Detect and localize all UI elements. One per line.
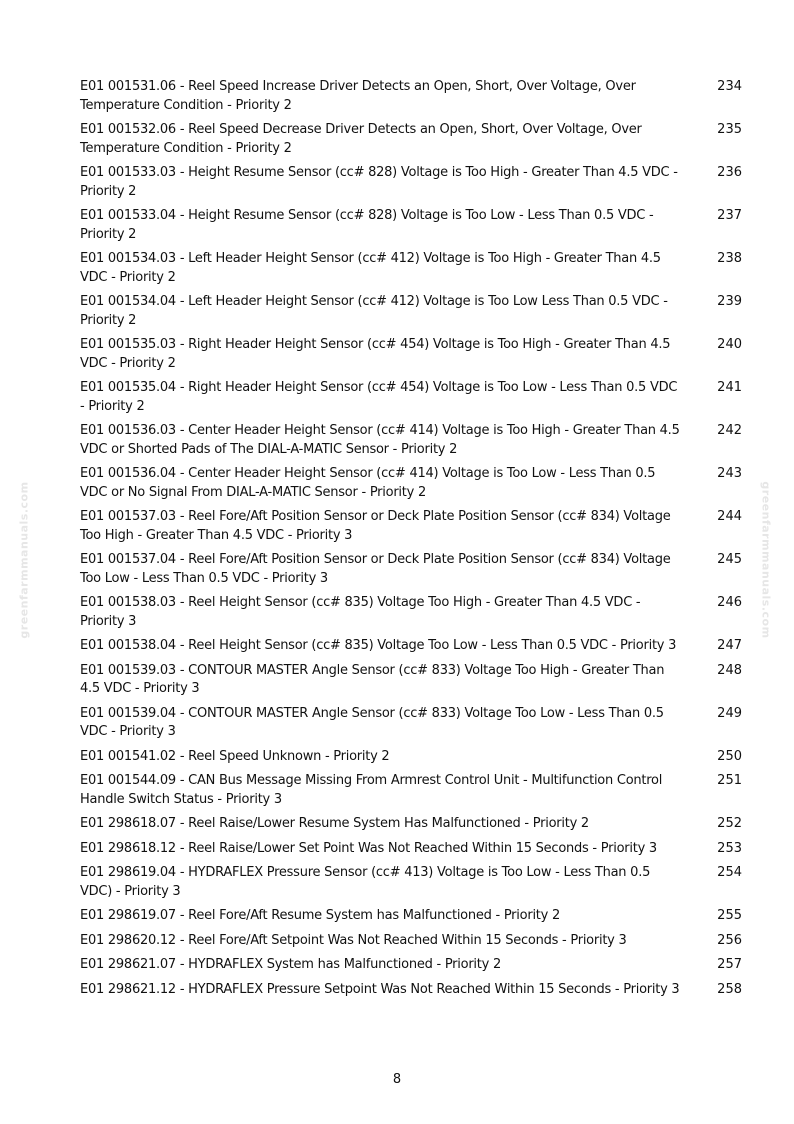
toc-entry[interactable] xyxy=(80,840,742,859)
toc-entry-page[interactable]: 243 xyxy=(717,466,742,481)
toc-entry-page[interactable]: 251 xyxy=(717,773,742,788)
toc-entry-title[interactable]: E01 001541.02 - Reel Speed Unknown - Priority 2 xyxy=(80,748,390,764)
toc-entry-title[interactable]: E01 001536.03 - Center Header Height Sensor (cc# 414) Voltage is Too High - Greater Than 4.5 VDC or Shorted Pads of The DIAL-A-MATIC Sensor - Priority 2 xyxy=(80,423,680,457)
toc-entry[interactable] xyxy=(80,164,742,201)
toc-entry-page[interactable]: 250 xyxy=(717,748,742,764)
toc-entry-title[interactable]: E01 001538.04 - Reel Height Sensor (cc# 835) Voltage Too Low - Less Than 0.5 VDC - Priority 3 xyxy=(80,638,677,653)
toc-entry-title[interactable]: E01 298618.12 - Reel Raise/Lower Set Point Was Not Reached Within 15 Seconds - Priority 3 xyxy=(80,840,657,856)
toc-entry-title[interactable]: E01 001535.04 - Right Header Height Sensor (cc# 454) Voltage is Too Low - Less Than 0.5 VDC - Priority 2 xyxy=(80,380,678,414)
toc-entry-page[interactable]: 248 xyxy=(717,662,742,678)
toc-entry-page[interactable]: 245 xyxy=(717,552,742,567)
toc-entry[interactable] xyxy=(80,662,742,699)
toc-entry-page[interactable]: 254 xyxy=(717,865,742,880)
toc-entry[interactable] xyxy=(80,748,742,767)
toc-entry[interactable] xyxy=(80,422,742,459)
toc-entry-page[interactable]: 237 xyxy=(717,208,742,223)
toc-entry-page[interactable]: 242 xyxy=(717,423,742,438)
toc-entry-page[interactable]: 253 xyxy=(717,840,742,856)
toc-entry-page[interactable]: 239 xyxy=(717,294,742,309)
toc-entry-title[interactable]: E01 298621.12 - HYDRAFLEX Pressure Setpoint Was Not Reached Within 15 Seconds - Priority 3 xyxy=(80,981,680,997)
toc-entry-title[interactable]: E01 298620.12 - Reel Fore/Aft Setpoint Was Not Reached Within 15 Seconds - Priority 3 xyxy=(80,932,627,948)
toc-entry[interactable] xyxy=(80,336,742,373)
toc-entry-title[interactable]: E01 001544.09 - CAN Bus Message Missing From Armrest Control Unit - Multifunction Control Handle Switch Status - Priority 3 xyxy=(80,773,663,807)
table-of-contents xyxy=(80,78,742,1005)
toc-entry-page[interactable]: 244 xyxy=(717,509,742,524)
toc-entry-page[interactable]: 234 xyxy=(717,79,742,94)
toc-entry[interactable] xyxy=(80,78,742,115)
toc-entry-page[interactable]: 236 xyxy=(717,165,742,180)
watermark-right: greenfarmmanuals.com xyxy=(759,481,773,639)
toc-entry[interactable] xyxy=(80,293,742,330)
toc-entry-page[interactable]: 255 xyxy=(717,908,742,923)
toc-entry-page[interactable]: 252 xyxy=(717,816,742,831)
toc-entry-title[interactable]: E01 298621.07 - HYDRAFLEX System has Malfunctioned - Priority 2 xyxy=(80,957,501,972)
toc-entry[interactable] xyxy=(80,379,742,416)
toc-entry-title[interactable]: E01 001535.03 - Right Header Height Sensor (cc# 454) Voltage is Too High - Greater Than 4.5 VDC - Priority 2 xyxy=(80,337,671,371)
toc-entry-page[interactable]: 246 xyxy=(717,595,742,610)
toc-entry[interactable] xyxy=(80,121,742,158)
toc-entry[interactable] xyxy=(80,956,742,975)
toc-entry-title[interactable]: E01 001533.03 - Height Resume Sensor (cc# 828) Voltage is Too High - Greater Than 4.5 VDC - Priority 2 xyxy=(80,165,678,199)
toc-entry[interactable] xyxy=(80,932,742,951)
toc-entry[interactable] xyxy=(80,250,742,287)
toc-entry-page[interactable]: 247 xyxy=(717,638,742,653)
toc-entry[interactable] xyxy=(80,705,742,742)
toc-entry-title[interactable]: E01 298619.07 - Reel Fore/Aft Resume System has Malfunctioned - Priority 2 xyxy=(80,908,560,923)
toc-entry-page[interactable]: 240 xyxy=(717,337,742,352)
toc-entry[interactable] xyxy=(80,465,742,502)
toc-entry[interactable] xyxy=(80,772,742,809)
toc-entry-page[interactable]: 258 xyxy=(717,981,742,997)
toc-entry-page[interactable]: 238 xyxy=(717,251,742,266)
toc-entry[interactable] xyxy=(80,864,742,901)
toc-entry-title[interactable]: E01 001537.03 - Reel Fore/Aft Position Sensor or Deck Plate Position Sensor (cc# 834) Voltage Too High - Greater Than 4.5 VDC - Priority 3 xyxy=(80,509,671,543)
toc-entry[interactable] xyxy=(80,594,742,631)
toc-entry-title[interactable]: E01 001532.06 - Reel Speed Decrease Driver Detects an Open, Short, Over Voltage, Over Temperature Condition - Priority 2 xyxy=(80,122,642,156)
watermark-left: greenfarmmanuals.com xyxy=(17,481,31,639)
toc-entry-title[interactable]: E01 001539.03 - CONTOUR MASTER Angle Sensor (cc# 833) Voltage Too High - Greater Than 4.5 VDC - Priority 3 xyxy=(80,662,665,696)
toc-entry-title[interactable]: E01 001539.04 - CONTOUR MASTER Angle Sensor (cc# 833) Voltage Too Low - Less Than 0.5 VDC - Priority 3 xyxy=(80,705,664,739)
toc-entry[interactable] xyxy=(80,815,742,834)
toc-entry-title[interactable]: E01 001538.03 - Reel Height Sensor (cc# 835) Voltage Too High - Greater Than 4.5 VDC - Priority 3 xyxy=(80,595,641,629)
toc-entry-title[interactable]: E01 001533.04 - Height Resume Sensor (cc# 828) Voltage is Too Low - Less Than 0.5 VDC - Priority 2 xyxy=(80,208,654,242)
toc-entry-page[interactable]: 235 xyxy=(717,122,742,137)
page-number: 8 xyxy=(392,1072,402,1087)
toc-entry-title[interactable]: E01 001537.04 - Reel Fore/Aft Position Sensor or Deck Plate Position Sensor (cc# 834) Voltage Too Low - Less Than 0.5 VDC - Priority 3 xyxy=(80,552,671,586)
toc-entry-title[interactable]: E01 001531.06 - Reel Speed Increase Driver Detects an Open, Short, Over Voltage, Over Temperature Condition - Priority 2 xyxy=(80,79,636,113)
toc-entry[interactable] xyxy=(80,508,742,545)
toc-entry[interactable] xyxy=(80,907,742,926)
toc-entry-title[interactable]: E01 001536.04 - Center Header Height Sensor (cc# 414) Voltage is Too Low - Less Than 0.5 VDC or No Signal From DIAL-A-MATIC Sensor - Priority 2 xyxy=(80,466,656,500)
toc-entry-title[interactable]: E01 001534.04 - Left Header Height Sensor (cc# 412) Voltage is Too Low Less Than 0.5 VDC - Priority 2 xyxy=(80,294,668,328)
toc-entry-title[interactable]: E01 298619.04 - HYDRAFLEX Pressure Sensor (cc# 413) Voltage is Too Low - Less Than 0.5 VDC) - Priority 3 xyxy=(80,865,651,899)
toc-entry-page[interactable]: 256 xyxy=(717,932,742,948)
toc-entry-title[interactable]: E01 001534.03 - Left Header Height Sensor (cc# 412) Voltage is Too High - Greater Than 4.5 VDC - Priority 2 xyxy=(80,251,661,285)
toc-entry-page[interactable]: 241 xyxy=(717,380,742,395)
toc-entry[interactable] xyxy=(80,207,742,244)
toc-entry-page[interactable]: 257 xyxy=(717,957,742,972)
toc-entry[interactable] xyxy=(80,551,742,588)
toc-entry[interactable] xyxy=(80,981,742,1000)
toc-entry-title[interactable]: E01 298618.07 - Reel Raise/Lower Resume System Has Malfunctioned - Priority 2 xyxy=(80,816,589,831)
toc-entry-page[interactable]: 249 xyxy=(717,705,742,721)
toc-entry[interactable] xyxy=(80,637,742,656)
